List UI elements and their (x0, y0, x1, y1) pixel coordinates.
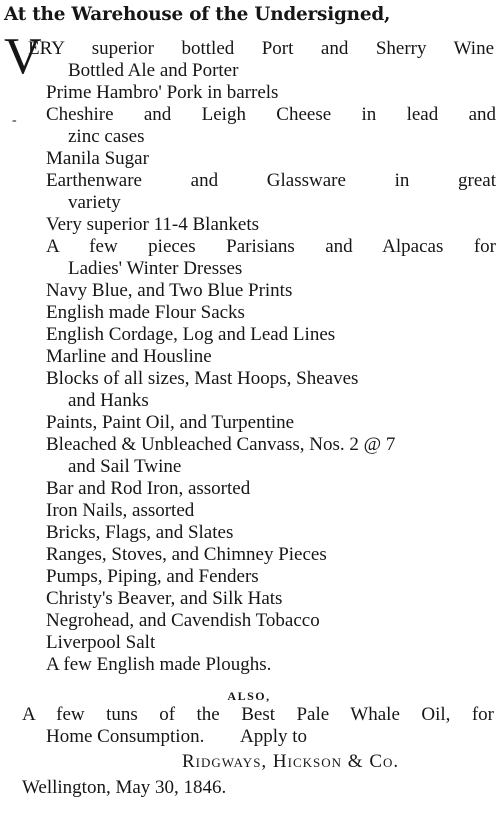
item-line: Blocks of all sizes, Mast Hoops, Sheaves (46, 368, 359, 389)
item-line: ERY superior bottled Port and Sherry Wine (28, 38, 494, 59)
stray-mark: - (12, 113, 17, 128)
item-line: Bar and Rod Iron, assorted (46, 478, 251, 499)
item-line: Negrohead, and Cavendish Tobacco (46, 610, 320, 631)
heading: At the Warehouse of the Undersigned, (4, 4, 391, 25)
item-line: variety (68, 192, 121, 213)
item-line: A few English made Ploughs. (46, 654, 272, 675)
item-line: Manila Sugar (46, 148, 149, 169)
item-line: zinc cases (68, 126, 145, 147)
item-line: Pumps, Piping, and Fenders (46, 566, 259, 587)
item-line: Earthenware and Glassware in great (46, 170, 496, 191)
drop-cap: V (4, 28, 42, 85)
item-line: Very superior 11-4 Blankets (46, 214, 259, 235)
item-line: Bleached & Unbleached Canvass, Nos. 2 @ 7 (46, 434, 396, 455)
item-line: English made Flour Sacks (46, 302, 245, 323)
item-line: English Cordage, Log and Lead Lines (46, 324, 336, 345)
item-line: Prime Hambro' Pork in barrels (46, 82, 279, 103)
item-line: Navy Blue, and Two Blue Prints (46, 280, 293, 301)
item-line: Bottled Ale and Porter (68, 60, 239, 81)
item-line: Ranges, Stoves, and Chimney Pieces (46, 544, 327, 565)
item-line: Marline and Housline (46, 346, 212, 367)
item-line: and Hanks (68, 390, 149, 411)
item-line: Bricks, Flags, and Slates (46, 522, 234, 543)
item-line: A few pieces Parisians and Alpacas for (46, 236, 496, 257)
item-line: Ladies' Winter Dresses (68, 258, 243, 279)
item-line: Iron Nails, assorted (46, 500, 195, 521)
item-line: Christy's Beaver, and Silk Hats (46, 588, 283, 609)
firm-name: Ridgways, Hickson & Co. (182, 751, 400, 772)
dateline: Wellington, May 30, 1846. (22, 777, 227, 798)
item-line: Liverpool Salt (46, 632, 156, 653)
item-line: Paints, Paint Oil, and Turpentine (46, 412, 295, 433)
item-line: Cheshire and Leigh Cheese in lead and (46, 104, 496, 125)
also-label: ALSO, (227, 689, 271, 703)
apply-to: Apply to (240, 726, 308, 747)
oil-notice-line: Home Consumption. (46, 726, 205, 747)
item-line: and Sail Twine (68, 456, 182, 477)
oil-notice-line: A few tuns of the Best Pale Whale Oil, for (22, 704, 494, 725)
